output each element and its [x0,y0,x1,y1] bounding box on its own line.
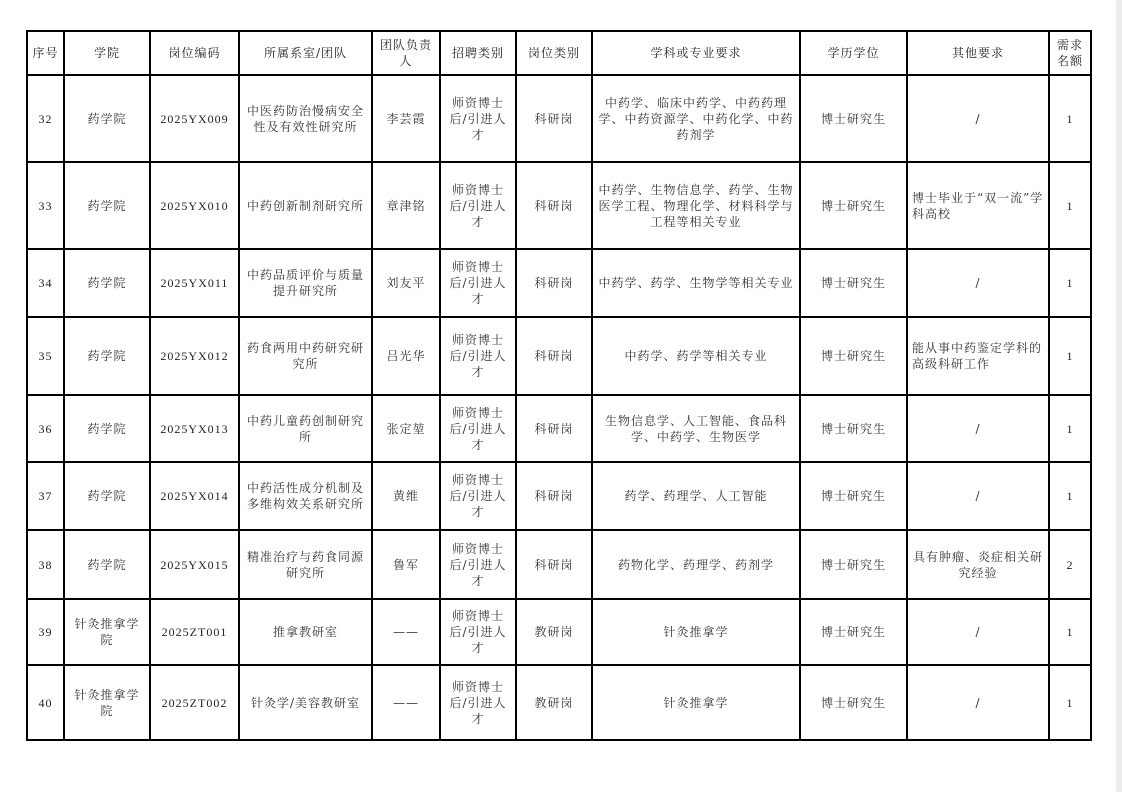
cell-quota: 1 [1049,249,1091,317]
cell-college: 药学院 [64,162,150,249]
cell-major: 中药学、生物信息学、药学、生物医学工程、物理化学、材料科学与工程等相关专业 [592,162,800,249]
cell-leader: 黄维 [372,462,440,530]
cell-college: 针灸推拿学院 [64,665,150,740]
cell-no: 37 [27,462,64,530]
cell-quota: 1 [1049,162,1091,249]
cell-major: 药学、药理学、人工智能 [592,462,800,530]
cell-degree: 博士研究生 [800,249,907,317]
cell-post-type: 科研岗 [516,162,592,249]
cell-major: 中药学、药学等相关专业 [592,317,800,395]
cell-major: 针灸推拿学 [592,665,800,740]
cell-no: 34 [27,249,64,317]
cell-leader: 吕光华 [372,317,440,395]
cell-no: 33 [27,162,64,249]
cell-degree: 博士研究生 [800,162,907,249]
table-row [27,665,1091,740]
cell-other: / [907,599,1049,665]
cell-degree: 博士研究生 [800,395,907,462]
cell-no: 32 [27,75,64,162]
cell-degree: 博士研究生 [800,530,907,599]
cell-leader: 鲁军 [372,530,440,599]
cell-major: 药物化学、药理学、药剂学 [592,530,800,599]
cell-post-type: 科研岗 [516,462,592,530]
header-cell: 学历学位 [800,31,907,75]
cell-post-type: 科研岗 [516,75,592,162]
cell-code: 2025YX012 [150,317,239,395]
header-cell: 学院 [64,31,150,75]
header-cell: 岗位编码 [150,31,239,75]
header-cell: 其他要求 [907,31,1049,75]
cell-college: 药学院 [64,317,150,395]
header-cell: 序号 [27,31,64,75]
cell-other: 具有肿瘤、炎症相关研究经验 [907,530,1049,599]
cell-degree: 博士研究生 [800,75,907,162]
recruitment-table [26,30,1092,741]
cell-leader: 刘友平 [372,249,440,317]
cell-leader: —— [372,665,440,740]
cell-dept: 中药创新制剂研究所 [239,162,372,249]
header-cell: 招聘类别 [440,31,516,75]
cell-post-type: 科研岗 [516,317,592,395]
table-row [27,317,1091,395]
cell-dept: 针灸学/美容教研室 [239,665,372,740]
cell-no: 39 [27,599,64,665]
cell-recruit: 师资博士后/引进人才 [440,75,516,162]
cell-code: 2025YX011 [150,249,239,317]
cell-other: / [907,462,1049,530]
table-row [27,462,1091,530]
cell-no: 40 [27,665,64,740]
cell-other: / [907,75,1049,162]
cell-degree: 博士研究生 [800,317,907,395]
cell-major: 生物信息学、人工智能、食品科学、中药学、生物医学 [592,395,800,462]
header-cell: 所属系室/团队 [239,31,372,75]
cell-leader: 李芸霞 [372,75,440,162]
cell-code: 2025ZT002 [150,665,239,740]
header-cell: 学科或专业要求 [592,31,800,75]
cell-college: 药学院 [64,395,150,462]
cell-major: 中药学、临床中药学、中药药理学、中药资源学、中药化学、中药药剂学 [592,75,800,162]
cell-dept: 推拿教研室 [239,599,372,665]
table-row [27,249,1091,317]
cell-dept: 中医药防治慢病安全性及有效性研究所 [239,75,372,162]
header-cell: 需求名额 [1049,31,1091,75]
cell-college: 针灸推拿学院 [64,599,150,665]
table-header-row [27,31,1091,75]
cell-other: 能从事中药鉴定学科的高级科研工作 [907,317,1049,395]
cell-quota: 1 [1049,75,1091,162]
cell-leader: 章津铭 [372,162,440,249]
table-row [27,395,1091,462]
cell-code: 2025ZT001 [150,599,239,665]
cell-college: 药学院 [64,75,150,162]
cell-post-type: 科研岗 [516,249,592,317]
cell-recruit: 师资博士后/引进人才 [440,665,516,740]
cell-degree: 博士研究生 [800,665,907,740]
cell-no: 35 [27,317,64,395]
cell-code: 2025YX013 [150,395,239,462]
cell-quota: 1 [1049,317,1091,395]
cell-dept: 精准治疗与药食同源研究所 [239,530,372,599]
cell-post-type: 教研岗 [516,599,592,665]
header-cell: 岗位类别 [516,31,592,75]
cell-dept: 药食两用中药研究研究所 [239,317,372,395]
cell-quota: 1 [1049,462,1091,530]
cell-code: 2025YX015 [150,530,239,599]
cell-recruit: 师资博士后/引进人才 [440,162,516,249]
cell-post-type: 科研岗 [516,395,592,462]
cell-degree: 博士研究生 [800,599,907,665]
cell-recruit: 师资博士后/引进人才 [440,249,516,317]
cell-other: / [907,665,1049,740]
header-cell: 团队负责人 [372,31,440,75]
table-row [27,530,1091,599]
table-row [27,599,1091,665]
cell-code: 2025YX009 [150,75,239,162]
cell-dept: 中药儿童药创制研究所 [239,395,372,462]
cell-recruit: 师资博士后/引进人才 [440,395,516,462]
cell-dept: 中药活性成分机制及多维构效关系研究所 [239,462,372,530]
cell-code: 2025YX010 [150,162,239,249]
cell-leader: —— [372,599,440,665]
cell-major: 针灸推拿学 [592,599,800,665]
cell-no: 38 [27,530,64,599]
cell-post-type: 教研岗 [516,665,592,740]
cell-quota: 2 [1049,530,1091,599]
cell-college: 药学院 [64,530,150,599]
cell-college: 药学院 [64,462,150,530]
cell-recruit: 师资博士后/引进人才 [440,599,516,665]
cell-major: 中药学、药学、生物学等相关专业 [592,249,800,317]
cell-recruit: 师资博士后/引进人才 [440,530,516,599]
cell-code: 2025YX014 [150,462,239,530]
cell-quota: 1 [1049,665,1091,740]
cell-recruit: 师资博士后/引进人才 [440,462,516,530]
cell-quota: 1 [1049,599,1091,665]
cell-degree: 博士研究生 [800,462,907,530]
cell-other: 博士毕业于“双一流”学科高校 [907,162,1049,249]
cell-college: 药学院 [64,249,150,317]
cell-no: 36 [27,395,64,462]
table-row [27,162,1091,249]
cell-leader: 张定堃 [372,395,440,462]
cell-other: / [907,249,1049,317]
cell-quota: 1 [1049,395,1091,462]
cell-post-type: 科研岗 [516,530,592,599]
table-row [27,75,1091,162]
cell-dept: 中药品质评价与质量提升研究所 [239,249,372,317]
page-edge-scrollbar [1116,0,1122,792]
cell-other: / [907,395,1049,462]
cell-recruit: 师资博士后/引进人才 [440,317,516,395]
